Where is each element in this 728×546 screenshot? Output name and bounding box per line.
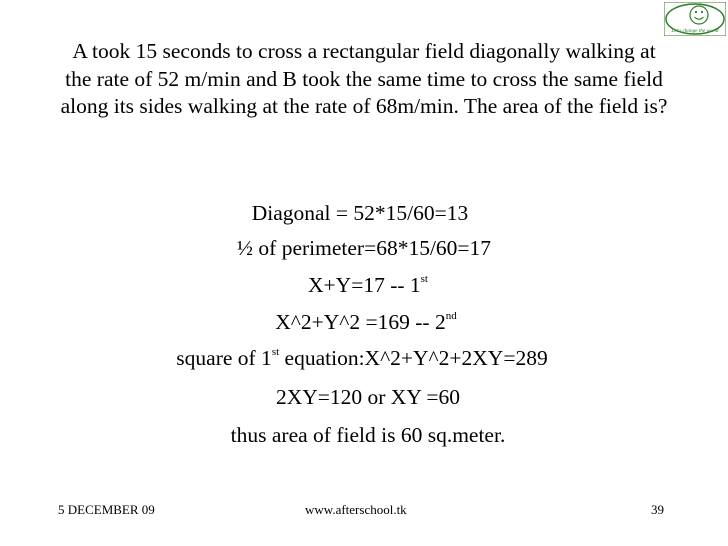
footer-page-number: 39 xyxy=(651,502,664,517)
equation-2-line xyxy=(2,309,728,335)
equation-3-pre: square of 1 xyxy=(176,346,272,370)
equation-1-line xyxy=(4,272,728,298)
logo-tagline: Let's change the world xyxy=(671,28,719,34)
equation-3-post: equation:X^2+Y^2+2XY=289 xyxy=(279,346,548,370)
equation-3-sup: st xyxy=(271,346,280,358)
equation-1-text: X+Y=17 -- 1 xyxy=(308,273,421,297)
logo-smiley-globe-icon xyxy=(664,2,726,36)
xy-line: 2XY=120 or XY =60 xyxy=(275,385,461,409)
half-perimeter-line: ½ of perimeter=68*15/60=17 xyxy=(236,236,492,260)
question-text: A took 15 seconds to cross a rectangular field diagonally walking at the rate of 52 m/min and B took the same time to cross the same field along its sides walking at the rate of 68m/min. The area of the field is? xyxy=(60,39,668,118)
footer-date: 5 DECEMBER 09 xyxy=(58,502,155,517)
equation-3-line xyxy=(0,345,726,371)
equation-2-sup: nd xyxy=(445,310,457,322)
answer-line: thus area of field is 60 sq.meter. xyxy=(230,423,506,447)
equation-1-sup: st xyxy=(420,273,428,285)
footer-url: www.afterschool.tk xyxy=(305,502,407,517)
diagonal-line: Diagonal = 52*15/60=13 xyxy=(251,201,469,225)
equation-2-text: X^2+Y^2 =169 -- 2 xyxy=(275,310,446,334)
